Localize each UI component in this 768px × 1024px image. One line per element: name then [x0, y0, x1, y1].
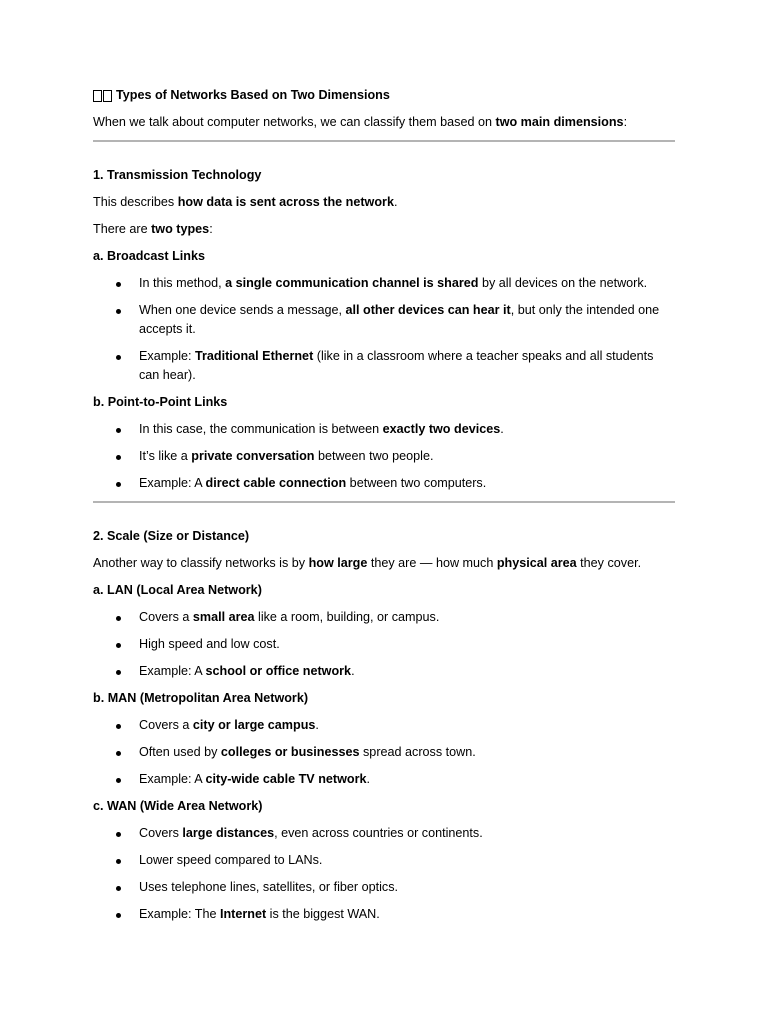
subsection-heading: b. MAN (Metropolitan Area Network) [93, 691, 309, 705]
list-item: Covers a small area like a room, building, or campus. [93, 608, 675, 627]
list-item: It’s like a private conversation between two people. [93, 447, 675, 466]
section-divider [93, 140, 675, 142]
bullet-list [93, 274, 675, 385]
bullet-list [93, 608, 675, 681]
missing-glyph-icon [93, 90, 102, 102]
document-title-text: Types of Networks Based on Two Dimensions [116, 88, 390, 102]
list-item: In this case, the communication is between exactly two devices. [93, 420, 675, 439]
bullet-list [93, 716, 675, 789]
bullet-list [93, 420, 675, 493]
list-item: Example: A city-wide cable TV network. [93, 770, 675, 789]
intro-paragraph: When we talk about computer networks, we can classify them based on two main dimensions: [93, 115, 628, 129]
subsection-heading: a. Broadcast Links [93, 249, 205, 263]
list-item: Example: A direct cable connection between two computers. [93, 474, 675, 493]
list-item: Example: A school or office network. [93, 662, 675, 681]
list-item: Uses telephone lines, satellites, or fiber optics. [93, 878, 675, 897]
list-item: Often used by colleges or businesses spread across town. [93, 743, 675, 762]
subsection-heading: b. Point-to-Point Links [93, 395, 228, 409]
section-paragraph: Another way to classify networks is by how large they are — how much physical area they cover. [93, 556, 642, 570]
list-item: Covers large distances, even across countries or continents. [93, 824, 675, 843]
subsection-heading: c. WAN (Wide Area Network) [93, 799, 263, 813]
list-item: When one device sends a message, all other devices can hear it, but only the intended one accepts it. [93, 301, 675, 339]
document-title [93, 86, 675, 105]
section-divider [93, 501, 675, 503]
list-item: Example: The Internet is the biggest WAN. [93, 905, 675, 924]
document-body [93, 86, 675, 932]
section-heading: 1. Transmission Technology [93, 168, 262, 182]
section-heading: 2. Scale (Size or Distance) [93, 529, 250, 543]
list-item: High speed and low cost. [93, 635, 675, 654]
list-item: Example: Traditional Ethernet (like in a classroom where a teacher speaks and all students can hear). [93, 347, 675, 385]
subsection-heading: a. LAN (Local Area Network) [93, 583, 262, 597]
missing-glyph-icon [103, 90, 112, 102]
list-item: In this method, a single communication channel is shared by all devices on the network. [93, 274, 675, 293]
list-item: Lower speed compared to LANs. [93, 851, 675, 870]
section-paragraph: There are two types: [93, 222, 213, 236]
bullet-list [93, 824, 675, 924]
section-paragraph: This describes how data is sent across the network. [93, 195, 398, 209]
list-item: Covers a city or large campus. [93, 716, 675, 735]
